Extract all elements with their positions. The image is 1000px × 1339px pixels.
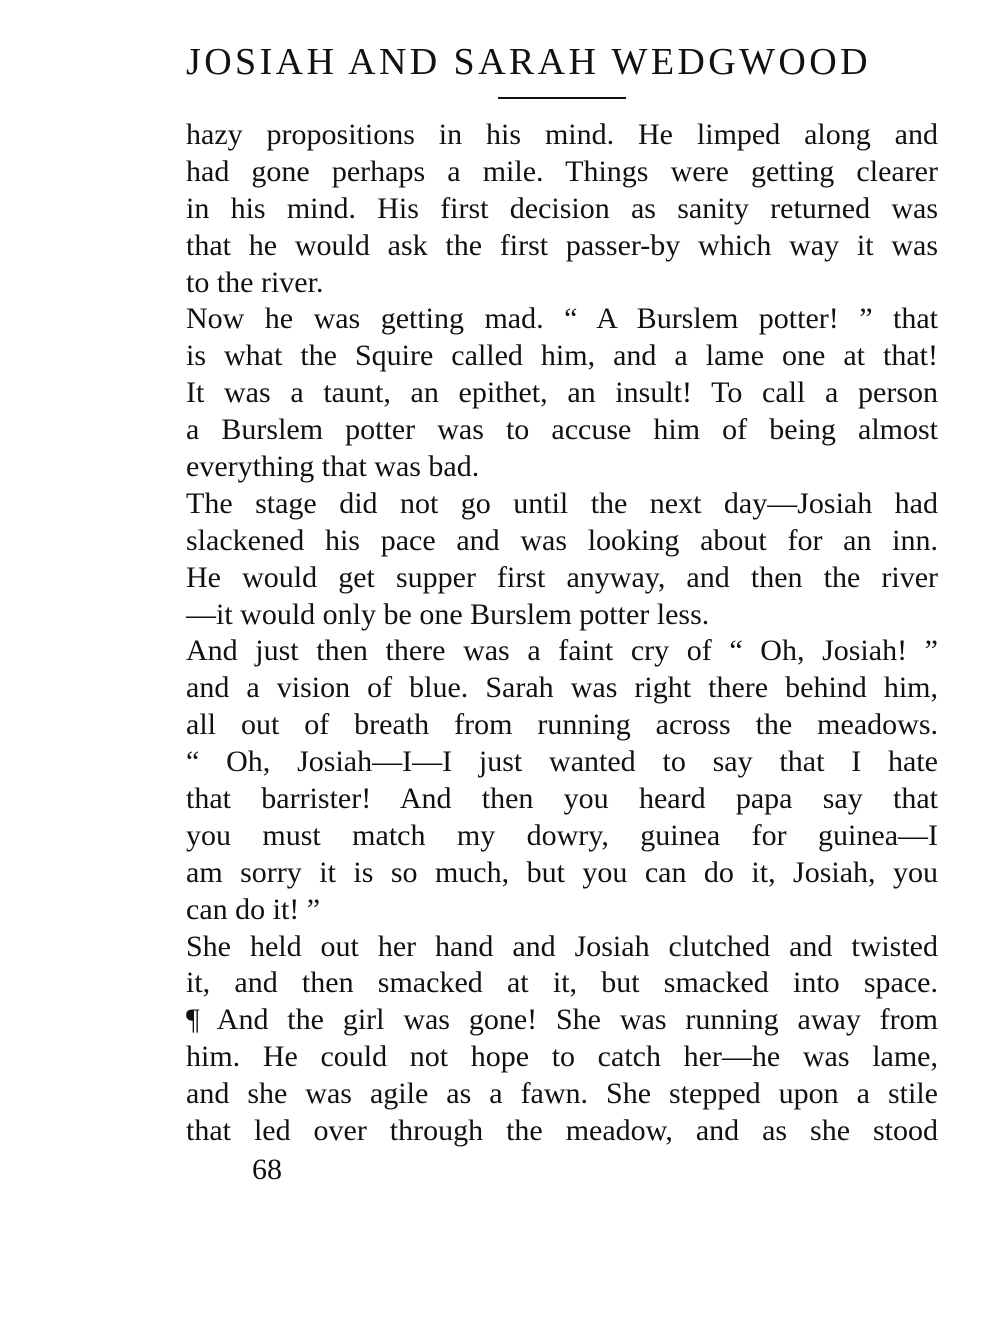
text-line: that he would ask the first passer-by which way it was xyxy=(186,228,938,262)
text-line: him. He could not hope to catch her—he was lame, xyxy=(186,1040,938,1074)
header-rule xyxy=(498,97,626,99)
text-line: it, and then smacked at it, but smacked into space. xyxy=(186,966,938,1000)
text-line: slackened his pace and was looking about for an inn. xyxy=(186,523,938,557)
text-line: It was a taunt, an epithet, an insult! To call a person xyxy=(186,376,938,410)
body-text xyxy=(186,117,938,1150)
text-line: He would get supper first anyway, and then the river xyxy=(186,560,938,594)
text-line: in his mind. His first decision as sanity returned was xyxy=(186,191,938,225)
text-line: a Burslem potter was to accuse him of being almost xyxy=(186,413,938,447)
text-line: you must match my dowry, guinea for guinea—I xyxy=(186,818,938,852)
text-line: all out of breath from running across the meadows. xyxy=(186,708,938,742)
text-line: She held out her hand and Josiah clutched and twisted xyxy=(186,929,938,963)
running-head-title: JOSIAH AND SARAH WEDGWOOD xyxy=(186,41,871,83)
text-line: and a vision of blue. Sarah was right there behind him, xyxy=(186,671,938,705)
page-number: 68 xyxy=(252,1153,282,1186)
text-line: can do it! ” xyxy=(186,892,321,926)
text-line: Now he was getting mad. “ A Burslem potter! ” that xyxy=(186,302,938,336)
text-line: to the river. xyxy=(186,265,324,299)
text-line: am sorry it is so much, but you can do it, Josiah, you xyxy=(186,855,938,889)
text-line: The stage did not go until the next day—Josiah had xyxy=(186,486,938,520)
text-line: that barrister! And then you heard papa say that xyxy=(186,782,938,816)
text-line: is what the Squire called him, and a lame one at that! xyxy=(186,339,938,373)
text-line: —it would only be one Burslem potter less. xyxy=(186,597,710,631)
text-line: hazy propositions in his mind. He limped along and xyxy=(186,118,938,151)
text-line: that led over through the meadow, and as she stood xyxy=(186,1114,938,1148)
text-line: And just then there was a faint cry of “ Oh, Josiah! ” xyxy=(186,634,938,668)
text-line: ¶ And the girl was gone! She was running away from xyxy=(186,1003,938,1037)
text-line: and she was agile as a fawn. She stepped upon a stile xyxy=(186,1077,938,1111)
text-line: “ Oh, Josiah—I—I just wanted to say that I hate xyxy=(186,745,938,779)
text-line: had gone perhaps a mile. Things were getting clearer xyxy=(186,154,938,188)
text-line: everything that was bad. xyxy=(186,450,480,484)
